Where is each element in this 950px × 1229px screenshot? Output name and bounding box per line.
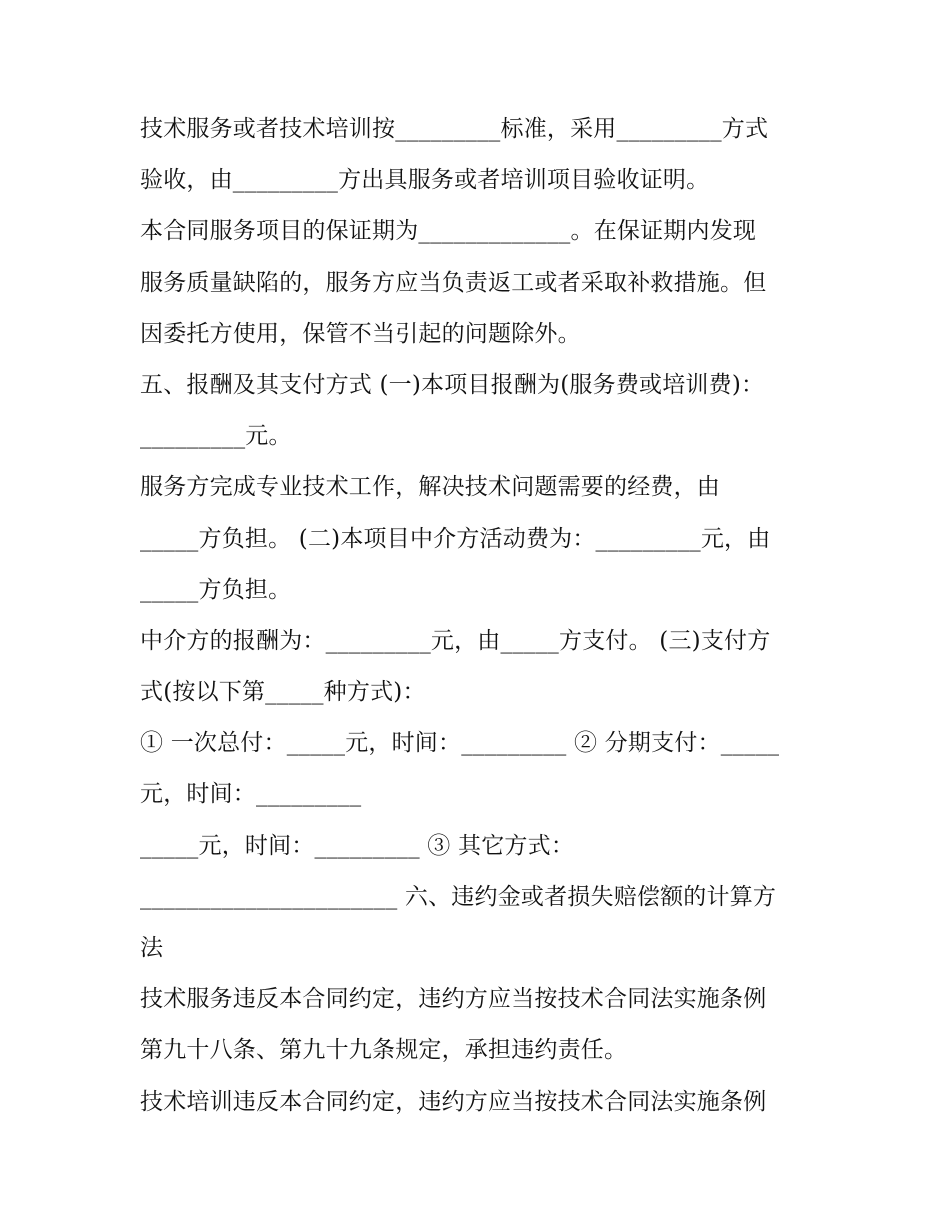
text-line-20: 技术培训违反本合同约定，违约方应当按技术合同法实施条例	[140, 1088, 767, 1115]
section-heading-payment: 五、报酬及其支付方式 (一)本项目报酬为(服务费或培训费)：	[140, 371, 765, 398]
section-heading-penalty: ______________________ 六、违约金或者损失赔偿额的计算方	[140, 883, 777, 910]
text-line-3: 本合同服务项目的保证期为_____________。在保证期内发现	[140, 218, 757, 245]
text-line-14: 元，时间：_________	[140, 781, 362, 808]
document-body	[140, 104, 820, 1128]
text-line-13: ① 一次总付：_____元，时间：_________ ② 分期支付：_____	[140, 730, 780, 757]
text-line-1: 技术服务或者技术培训按_________标准，采用_________方式	[140, 116, 769, 142]
text-line-15: _____元，时间：_________ ③ 其它方式：	[140, 832, 575, 859]
text-line-5: 因委托方使用，保管不当引起的问题除外。	[140, 320, 581, 347]
text-line-9: _____方负担。 (二)本项目中介方活动费为：_________元，由	[140, 525, 771, 552]
text-line-18: 技术服务违反本合同约定，违约方应当按技术合同法实施条例	[140, 986, 767, 1013]
text-line-10: _____方负担。	[140, 576, 292, 603]
text-line-2: 验收，由_________方出具服务或者培训项目验收证明。	[140, 167, 710, 194]
text-line-19: 第九十八条、第九十九条规定，承担违约责任。	[140, 1037, 628, 1064]
text-line-8: 服务方完成专业技术工作，解决技术问题需要的经费，由	[140, 474, 720, 501]
text-line-11: 中介方的报酬为：_________元，由_____方支付。 (三)支付方	[140, 627, 771, 654]
text-line-4: 服务质量缺陷的，服务方应当负责返工或者采取补救措施。但	[140, 269, 767, 296]
text-line-7: _________元。	[140, 423, 292, 450]
text-line-17: 法	[140, 935, 164, 961]
text-line-12: 式(按以下第_____种方式)：	[140, 679, 426, 706]
